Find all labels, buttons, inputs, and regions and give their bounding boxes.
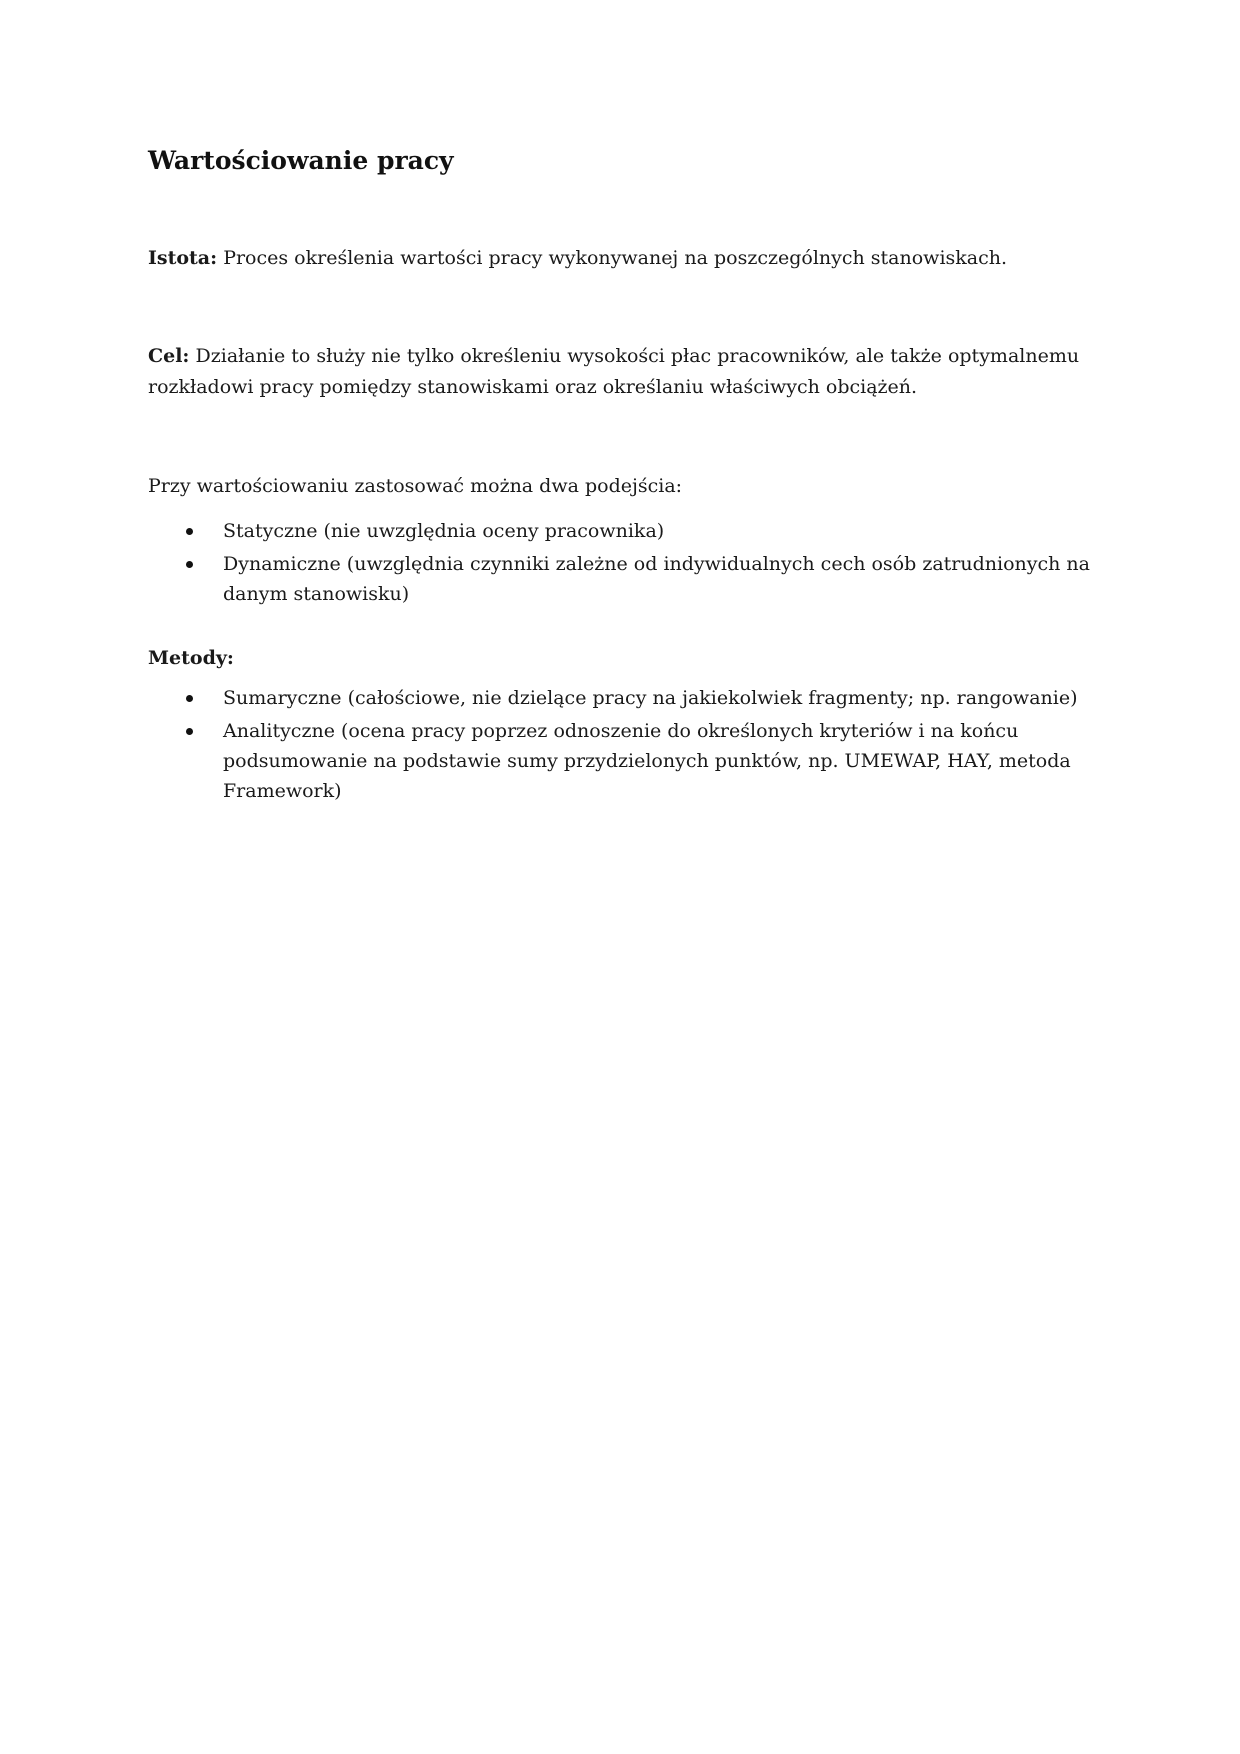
approaches-intro: Przy wartościowaniu zastosować można dwa podejścia: — [148, 475, 683, 497]
bullet-icon — [186, 528, 193, 535]
bullet-icon — [186, 728, 193, 735]
istota-paragraph — [148, 243, 1098, 274]
document-content — [148, 146, 1098, 809]
approach-item-text: Dynamiczne (uwzględnia czynniki zależne od indywidualnych cech osób zatrudnionych na danym stanowisku) — [223, 553, 1090, 605]
list-item — [148, 683, 1098, 713]
method-item-text: Sumaryczne (całościowe, nie dzielące pracy na jakiekolwiek fragmenty; np. rangowanie) — [223, 687, 1078, 709]
cel-paragraph — [148, 341, 1098, 403]
bullet-icon — [186, 695, 193, 702]
methods-list — [148, 683, 1098, 806]
approach-item-text: Statyczne (nie uwzględnia oceny pracownika) — [223, 520, 665, 542]
bullet-icon — [186, 561, 193, 568]
approaches-list — [148, 516, 1098, 609]
list-item — [148, 516, 1098, 546]
cel-label: Cel: — [148, 345, 190, 367]
list-item — [148, 549, 1098, 609]
list-item — [148, 716, 1098, 806]
methods-heading: Metody: — [148, 647, 234, 669]
istota-text: Proces określenia wartości pracy wykonywanej na poszczególnych stanowiskach. — [223, 247, 1008, 269]
cel-text: Działanie to służy nie tylko określeniu wysokości płac pracowników, ale także optymalnemu rozkładowi pracy pomiędzy stanowiskami oraz określaniu właściwych obciążeń. — [148, 345, 1080, 398]
istota-label: Istota: — [148, 247, 218, 269]
method-item-text: Analityczne (ocena pracy poprzez odnoszenie do określonych kryteriów i na końcu podsumowanie na podstawie sumy przydzielonych punktów, np. UMEWAP, HAY, metoda Framework) — [223, 720, 1071, 802]
document-title: Wartościowanie pracy — [148, 146, 454, 175]
